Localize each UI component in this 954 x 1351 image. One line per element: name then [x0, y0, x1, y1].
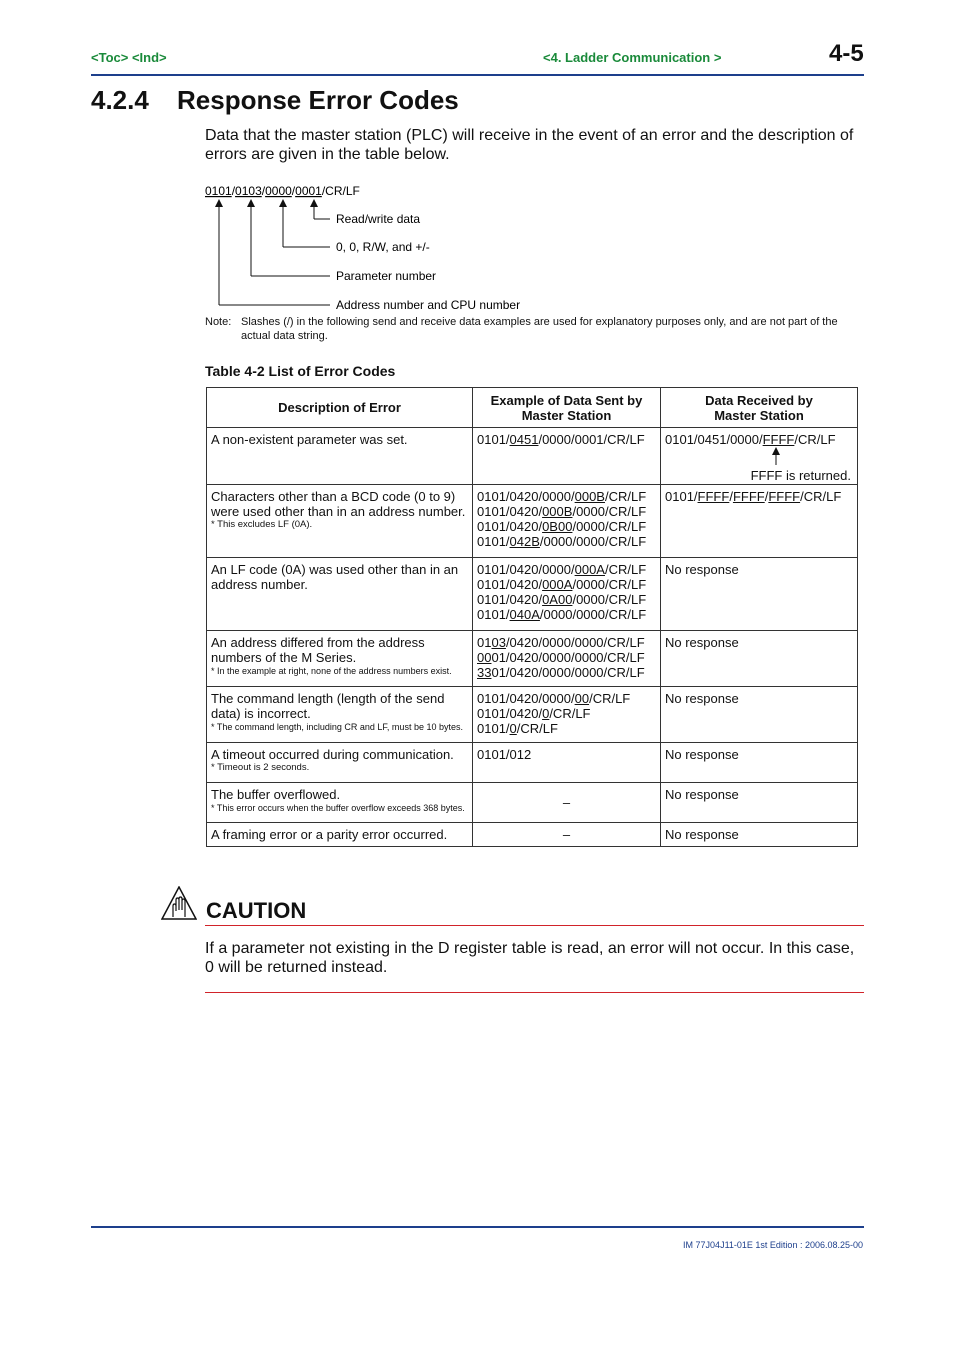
- page-number: 4-5: [829, 40, 864, 67]
- data-format-diagram: [205, 183, 545, 318]
- row-recv: No response: [665, 747, 739, 762]
- note: [205, 315, 865, 343]
- row-sub-note: * In the example at right, none of the address numbers exist.: [211, 666, 452, 676]
- table-row: [207, 428, 858, 485]
- diagram-example: 0101/0103/0000/0001/CR/LF: [205, 184, 360, 198]
- diagram-seg-2: 0103: [235, 184, 262, 198]
- diagram-label-param: Parameter number: [336, 269, 437, 283]
- caution-title: CAUTION: [206, 898, 307, 923]
- table-row: [207, 783, 858, 823]
- row-sent: 0101/012: [477, 747, 532, 762]
- row-sent: 0101/0451/0000/0001/CR/LF: [477, 432, 645, 447]
- row-desc: The buffer overflowed.: [211, 787, 341, 802]
- returned-arrow: [759, 447, 799, 467]
- toc-index-link[interactable]: <Toc> <Ind>: [91, 50, 167, 65]
- row-sub-note: * Timeout is 2 seconds.: [211, 762, 310, 773]
- header-data-received: Data Received by Master Station: [661, 388, 858, 428]
- diagram-seg-3: 0000: [265, 184, 292, 198]
- diagram-label-flags: 0, 0, R/W, and +/-: [336, 240, 430, 254]
- table-row: [207, 631, 858, 687]
- row-recv: 0101/FFFF/FFFF/FFFF/CR/LF: [661, 485, 858, 558]
- table-title: Table 4-2 List of Error Codes: [205, 363, 396, 379]
- diagram-seg-1: 0101: [205, 184, 232, 198]
- section-number: 4.2.4: [91, 85, 149, 115]
- row-recv: No response: [665, 827, 739, 842]
- diagram-label-rw-data: Read/write data: [336, 212, 421, 226]
- row-recv: No response: [665, 562, 739, 577]
- row-sent: 0101/0420/0000/00/CR/LF 0101/0420/0/CR/LF 0101/0/CR/LF: [473, 687, 661, 743]
- intro-paragraph: Data that the master station (PLC) will receive in the event of an error and the description of errors are given in the table below.: [205, 127, 854, 163]
- error-codes-table: [206, 387, 858, 847]
- note-label: Note:: [205, 316, 232, 328]
- diagram-label-address: Address number and CPU number: [336, 298, 521, 312]
- row-sent: –: [562, 827, 571, 842]
- table-row: [207, 558, 858, 631]
- table-row: [207, 743, 858, 783]
- caution-rule-bottom: [205, 992, 864, 993]
- row-desc: A timeout occurred during communication.: [211, 747, 454, 762]
- row-sent: 0101/0420/0000/000A/CR/LF 0101/0420/000A/0000/CR/LF 0101/0420/0A00/0000/CR/LF 0101/040A/0000/0000/CR/LF: [473, 558, 661, 631]
- header-rule: [91, 74, 864, 76]
- row-sent: 0101/0420/0000/000B/CR/LF 0101/0420/000B/0000/CR/LF 0101/0420/0B00/0000/CR/LF 0101/042B/0000/0000/CR/LF: [473, 485, 661, 558]
- header-description: Description of Error: [207, 388, 473, 428]
- row-recv: No response: [665, 787, 739, 802]
- row-desc: Characters other than a BCD code (0 to 9) were used other than in an address number.: [211, 489, 466, 519]
- table-header-row: [207, 388, 858, 428]
- row-sub-note: * This error occurs when the buffer overflow exceeds 368 bytes.: [211, 803, 465, 813]
- footer-doc-id: IM 77J04J11-01E 1st Edition : 2006.08.25-00: [683, 1240, 863, 1250]
- chapter-link[interactable]: <4. Ladder Communication >: [543, 50, 722, 65]
- row-sub-note: * The command length, including CR and LF, must be 10 bytes.: [211, 722, 463, 732]
- row-recv: 0101/0451/0000/FFFF/CR/LF: [665, 432, 836, 447]
- caution-hand-icon: [161, 886, 197, 925]
- caution-rule-top: [205, 925, 864, 926]
- row-desc: The command length (length of the send data) is incorrect.: [211, 691, 445, 721]
- diagram-tail: /CR/LF: [321, 184, 360, 198]
- row-desc: An LF code (0A) was used other than in an address number.: [211, 562, 459, 592]
- note-text: Slashes (/) in the following send and receive data examples are used for explanatory purposes only, and are not part of the actual data string.: [241, 316, 838, 342]
- header-data-sent: Example of Data Sent by Master Station: [473, 388, 661, 428]
- row-sent: 0103/0420/0000/0000/CR/LF 0001/0420/0000/0000/CR/LF 3301/0420/0000/0000/CR/LF: [473, 631, 661, 687]
- row-sent: –: [562, 795, 571, 810]
- caution-text: If a parameter not existing in the D register table is read, an error will not occur. In this case, 0 will be returned instead.: [205, 940, 855, 976]
- section-heading: [91, 85, 459, 116]
- table-row: [207, 823, 858, 847]
- diagram-seg-4: 0001: [295, 184, 322, 198]
- row-recv: No response: [665, 691, 739, 706]
- diagram-svg: [205, 183, 545, 315]
- row-sub-note: * This excludes LF (0A).: [211, 519, 313, 530]
- row-recv: No response: [665, 635, 739, 650]
- row-recv-note: FFFF is returned.: [750, 468, 851, 483]
- table-row: [207, 485, 858, 558]
- section-title: Response Error Codes: [177, 85, 459, 115]
- row-desc: A framing error or a parity error occurred.: [211, 827, 448, 842]
- table-row: [207, 687, 858, 743]
- row-desc: An address differed from the address numbers of the M Series.: [211, 635, 425, 665]
- footer-rule: [91, 1226, 864, 1228]
- row-desc: A non-existent parameter was set.: [211, 432, 408, 447]
